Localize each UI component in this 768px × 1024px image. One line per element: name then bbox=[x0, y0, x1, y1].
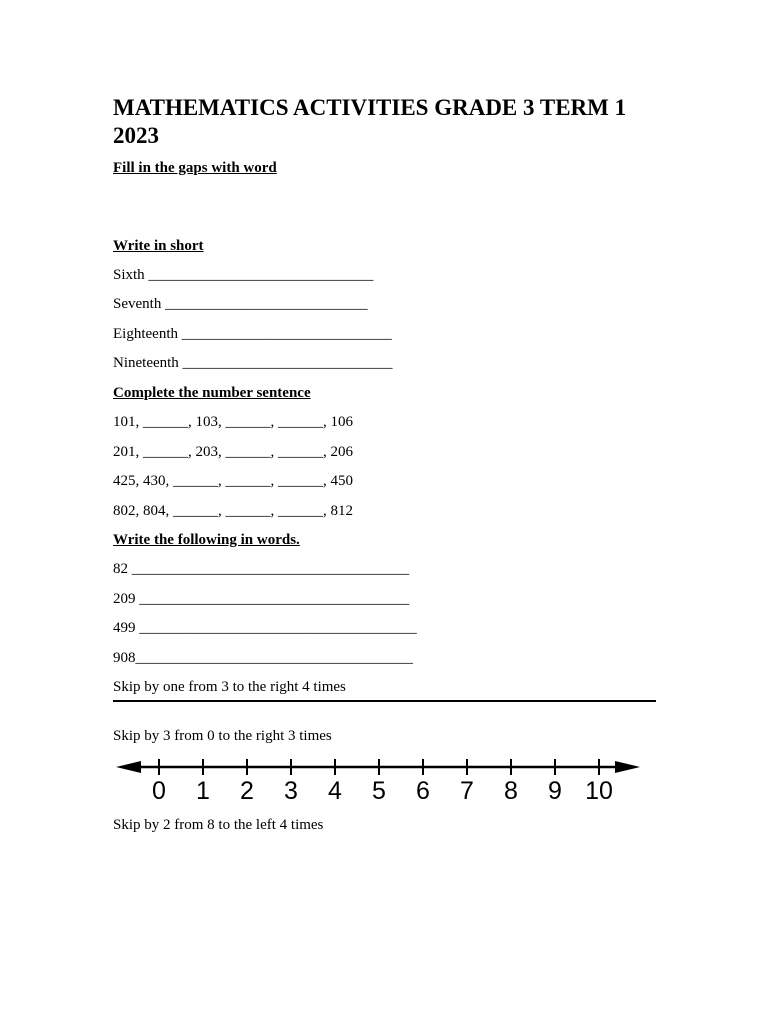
number-sentence-item: 201, ______, 203, ______, ______, 206 bbox=[113, 444, 353, 460]
section-heading-write-short: Write in short bbox=[113, 238, 204, 254]
skip-instruction-3: Skip by 2 from 8 to the left 4 times bbox=[113, 817, 324, 833]
number-line-label: 1 bbox=[196, 777, 210, 804]
number-line-label: 3 bbox=[284, 777, 298, 804]
number-sentence-item: 802, 804, ______, ______, ______, 812 bbox=[113, 503, 353, 519]
number-line bbox=[113, 754, 658, 804]
words-item: 908_____________________________________ bbox=[113, 650, 413, 666]
horizontal-rule bbox=[113, 700, 656, 702]
number-line-label: 9 bbox=[548, 777, 562, 804]
write-short-item: Seventh ___________________________ bbox=[113, 296, 368, 312]
number-sentence-item: 101, ______, 103, ______, ______, 106 bbox=[113, 414, 353, 430]
number-line-label: 2 bbox=[240, 777, 254, 804]
section-heading-words: Write the following in words. bbox=[113, 532, 300, 548]
number-sentence-item: 425, 430, ______, ______, ______, 450 bbox=[113, 473, 353, 489]
words-item: 499 _____________________________________ bbox=[113, 620, 417, 636]
words-item: 82 _____________________________________ bbox=[113, 561, 410, 577]
write-short-item: Nineteenth ____________________________ bbox=[113, 355, 393, 371]
worksheet-page bbox=[113, 94, 658, 833]
skip-instruction-2: Skip by 3 from 0 to the right 3 times bbox=[113, 728, 332, 744]
left-arrow-icon bbox=[116, 761, 141, 773]
right-arrow-icon bbox=[615, 761, 640, 773]
page-title: MATHEMATICS ACTIVITIES GRADE 3 TERM 1 2023 bbox=[113, 95, 627, 148]
number-line-label: 8 bbox=[504, 777, 518, 804]
number-line-label: 6 bbox=[416, 777, 430, 804]
write-short-item: Sixth ______________________________ bbox=[113, 267, 374, 283]
number-line-label: 5 bbox=[372, 777, 386, 804]
words-item: 209 ____________________________________ bbox=[113, 591, 410, 607]
write-short-item: Eighteenth ____________________________ bbox=[113, 326, 392, 342]
number-line-label: 7 bbox=[460, 777, 474, 804]
section-heading-number-sentence: Complete the number sentence bbox=[113, 385, 311, 401]
section-heading-fill-gaps: Fill in the gaps with word bbox=[113, 160, 277, 176]
number-line-label: 10 bbox=[585, 777, 613, 804]
number-line-label: 4 bbox=[328, 777, 342, 804]
number-line-label: 0 bbox=[152, 777, 166, 804]
skip-instruction-1: Skip by one from 3 to the right 4 times bbox=[113, 679, 346, 695]
